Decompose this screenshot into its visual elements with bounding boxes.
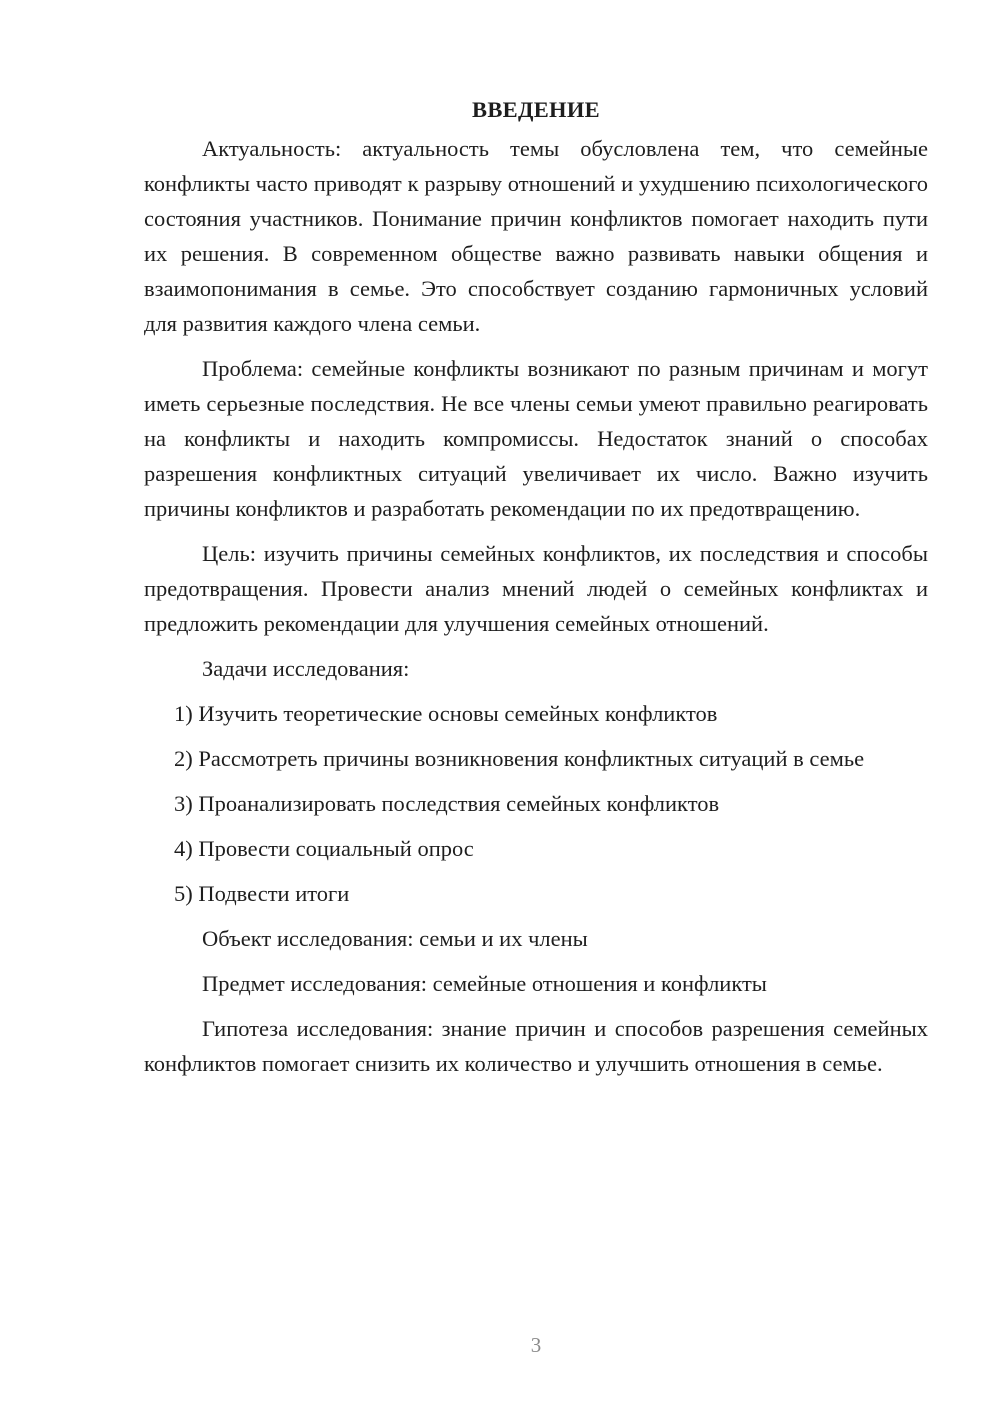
- section-title: ВВЕДЕНИЕ: [472, 97, 600, 122]
- research-subject: Предмет исследования: семейные отношения и конфликты: [202, 971, 767, 996]
- task-item-4: 4) Провести социальный опрос: [174, 836, 474, 861]
- tasks-heading: Задачи исследования:: [202, 656, 410, 681]
- problem-paragraph: Проблема: семейные конфликты возникают по разным причинам и могут иметь серьезные последствия. Не все члены семьи умеют правильно реагировать на конфликты и находить компромиссы. Недостаток знаний о способах разрешения конфликтных ситуаций увеличивает их число. Важно изучить причины конфликтов и разработать рекомендации по их предотвращению.: [144, 356, 928, 521]
- hypothesis-paragraph: Гипотеза исследования: знание причин и способов разрешения семейных конфликтов помогает снизить их количество и улучшить отношения в семье.: [144, 1016, 928, 1076]
- page-content: [144, 92, 928, 1091]
- page-number: 3: [530, 1333, 542, 1357]
- relevance-paragraph: Актуальность: актуальность темы обусловлена тем, что семейные конфликты часто приводят к разрыву отношений и ухудшению психологического состояния участников. Понимание причин конфликтов помогает находить пути их решения. В современном обществе важно развивать навыки общения и взаимопонимания в семье. Это способствует созданию гармоничных условий для развития каждого члена семьи.: [144, 136, 928, 336]
- task-item-2: 2) Рассмотреть причины возникновения конфликтных ситуаций в семье: [174, 746, 865, 771]
- task-item-1: 1) Изучить теоретические основы семейных конфликтов: [174, 701, 718, 726]
- task-item-5: 5) Подвести итоги: [174, 881, 350, 906]
- research-object: Объект исследования: семьи и их члены: [202, 926, 588, 951]
- task-item-3: 3) Проанализировать последствия семейных конфликтов: [174, 791, 720, 816]
- goal-paragraph: Цель: изучить причины семейных конфликтов, их последствия и способы предотвращения. Провести анализ мнений людей о семейных конфликтах и предложить рекомендации для улучшения семейных отношений.: [144, 541, 928, 636]
